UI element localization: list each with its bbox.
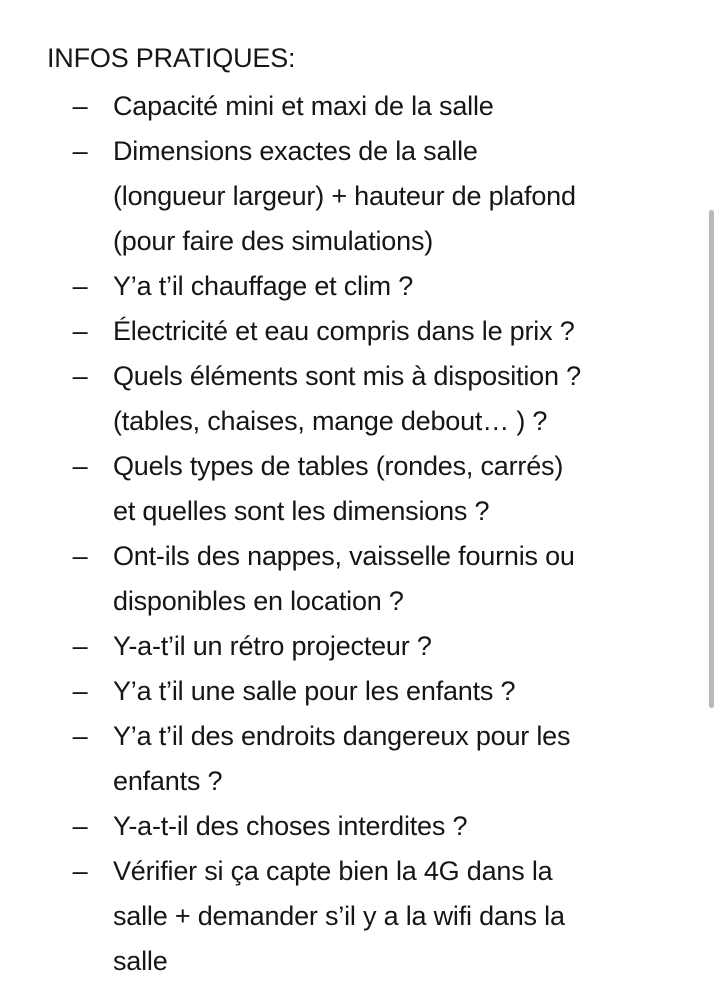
list-item — [0, 84, 700, 129]
list-item — [0, 714, 700, 804]
list-item — [0, 669, 700, 714]
list-item-text: Vérifier si ça capte bien la 4G dans la — [113, 856, 553, 886]
dash-bullet: – — [72, 91, 88, 121]
list-item — [0, 264, 700, 309]
list-item-text: Dimensions exactes de la salle — [113, 136, 478, 166]
dash-bullet: – — [72, 676, 88, 706]
list-item-text: Quels éléments sont mis à disposition ? — [113, 361, 581, 391]
dash-bullet: – — [72, 361, 88, 391]
dash-bullet: – — [72, 451, 88, 481]
list-item — [0, 354, 700, 444]
list-item-text: et quelles sont les dimensions ? — [113, 496, 490, 526]
list-item-text: disponibles en location ? — [113, 586, 404, 616]
dash-bullet: – — [72, 271, 88, 301]
dash-bullet: – — [72, 811, 88, 841]
list-item — [0, 534, 700, 624]
list-item — [0, 309, 700, 354]
list-item-text: Capacité mini et maxi de la salle — [113, 91, 494, 121]
checklist — [0, 84, 700, 984]
list-item — [0, 444, 700, 534]
list-item-text: salle + demander s’il y a la wifi dans la — [113, 901, 565, 931]
list-item-text: (longueur largeur) + hauteur de plafond — [113, 181, 576, 211]
dash-bullet: – — [72, 856, 88, 886]
list-item — [0, 624, 700, 669]
list-item-text: Ont-ils des nappes, vaisselle fournis ou — [113, 541, 575, 571]
list-item-text: (pour faire des simulations) — [113, 226, 434, 256]
vertical-scrollbar[interactable] — [709, 210, 714, 708]
list-item-text: Y-a-t’il un rétro projecteur ? — [113, 631, 432, 661]
list-item — [0, 804, 700, 849]
list-item-text: (tables, chaises, mange debout… ) ? — [113, 406, 548, 436]
dash-bullet: – — [72, 136, 88, 166]
list-item-text: Électricité et eau compris dans le prix ? — [113, 316, 575, 346]
list-item-text: Quels types de tables (rondes, carrés) — [113, 451, 564, 481]
dash-bullet: – — [72, 316, 88, 346]
list-item-text: Y’a t’il des endroits dangereux pour les — [113, 721, 571, 751]
list-item — [0, 129, 700, 264]
list-item — [0, 849, 700, 984]
dash-bullet: – — [72, 541, 88, 571]
dash-bullet: – — [72, 721, 88, 751]
list-item-text: salle — [113, 946, 168, 976]
list-item-text: enfants ? — [113, 766, 223, 796]
list-item-text: Y-a-t-il des choses interdites ? — [113, 811, 468, 841]
note-heading: INFOS PRATIQUES: — [47, 43, 296, 73]
dash-bullet: – — [72, 631, 88, 661]
list-item-text: Y’a t’il une salle pour les enfants ? — [113, 676, 516, 706]
list-item-text: Y’a t’il chauffage et clim ? — [113, 271, 414, 301]
